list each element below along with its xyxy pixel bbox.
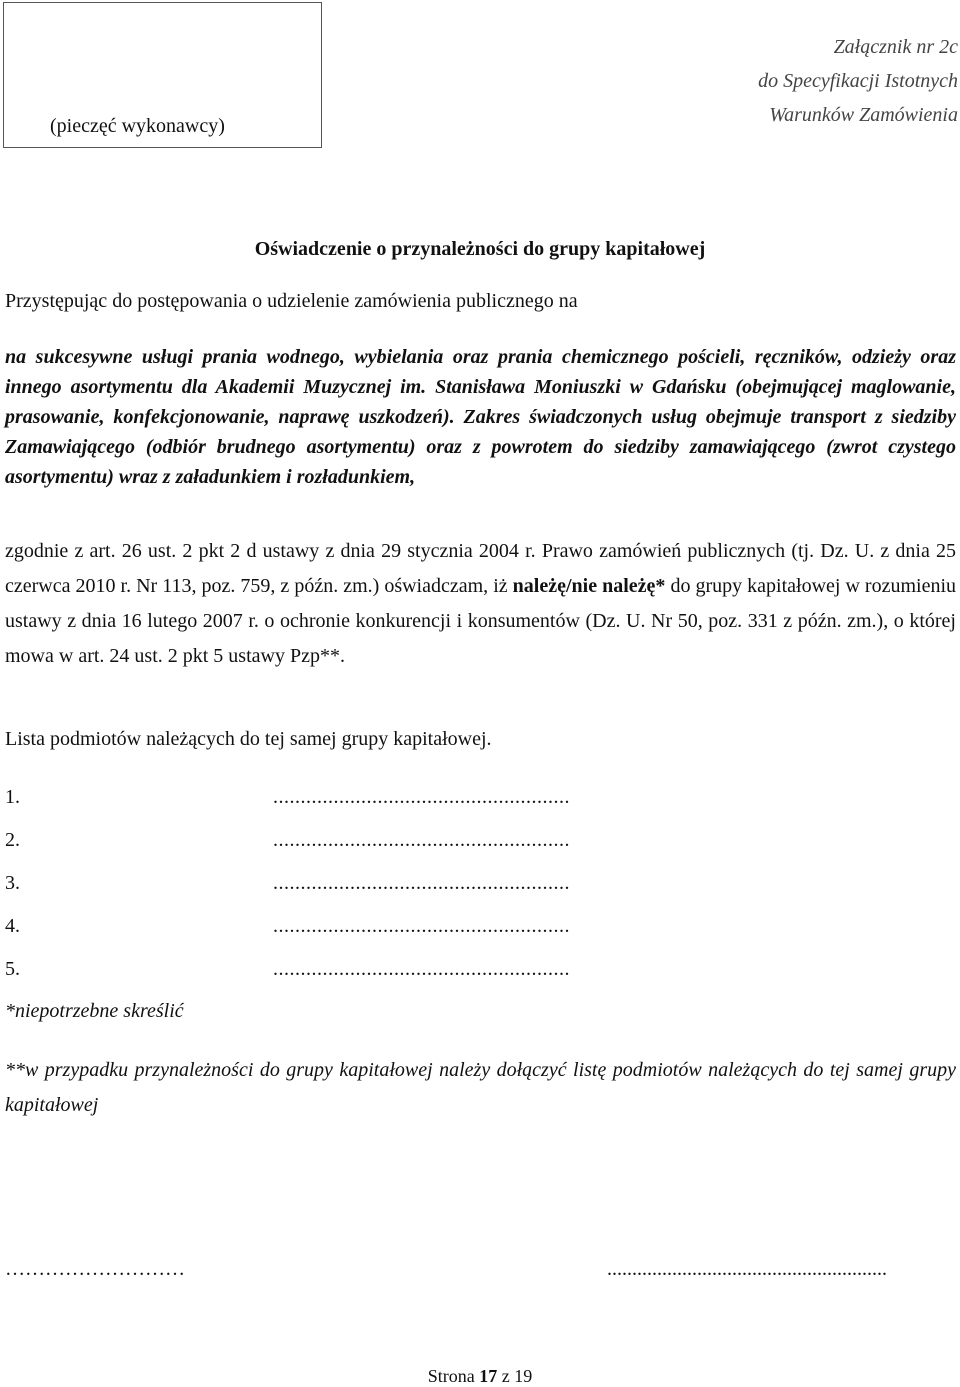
annex-line-3: Warunków Zamówienia xyxy=(769,104,958,126)
stamp-label: (pieczęć wykonawcy) xyxy=(50,115,225,137)
footer-total-pages: 19 xyxy=(514,1366,533,1386)
signature-line: ........................................................ xyxy=(607,1258,887,1280)
list-item-number: 3. xyxy=(5,872,20,894)
footnote-strike: *niepotrzebne skreślić xyxy=(5,1000,184,1022)
list-item-number: 4. xyxy=(5,915,20,937)
footer-page-number: 17 xyxy=(479,1366,498,1386)
procurement-subject: na sukcesywne usługi prania wodnego, wybielania oraz prania chemicznego pościeli, ręczników, odzieży oraz innego asortymentu dla Akademii Muzycznej im. Stanisława Moniuszki w Gdańsku (obejmującej maglowanie, prasowanie, konfekcjonowanie, naprawę uszkodzeń). Zakres świadczonych usług obejmuje transport z siedziby Zamawiającego (odbiór brudnego asortymentu) oraz z powrotem do siedziby zamawiającego (zwrot czystego asortymentu) wraz z załadunkiem i rozładunkiem, xyxy=(5,346,956,488)
footnote-group-list: **w przypadku przynależności do grupy kapitałowej należy dołączyć listę podmiotów należących do tej samej grupy kapitałowej xyxy=(5,1059,956,1116)
signature-place-date: ……………………… xyxy=(5,1258,185,1280)
list-item-dots: ...................................................... xyxy=(273,958,570,980)
list-item-number: 2. xyxy=(5,829,20,851)
declaration-paragraph xyxy=(5,534,956,674)
list-item-number: 1. xyxy=(5,786,20,808)
list-title: Lista podmiotów należących do tej samej grupy kapitałowej. xyxy=(5,728,492,750)
list-item-dots: ...................................................... xyxy=(273,786,570,808)
list-item-dots: ...................................................... xyxy=(273,915,570,937)
annex-line-2: do Specyfikacji Istotnych xyxy=(758,70,958,92)
list-item-dots: ...................................................... xyxy=(273,829,570,851)
footer-middle: z xyxy=(501,1366,510,1386)
declaration-part-2: do grupy kapitałowej w rozumieniu ustawy z dnia 16 lutego 2007 r. o ochronie konkurencji i konsumentów (Dz. U. Nr 50, poz. 331 z późn. zm.), o której mowa w art. 24 ust. 2 pkt 5 ustawy Pzp**. xyxy=(5,575,957,667)
annex-line-1: Załącznik nr 2c xyxy=(833,36,958,58)
list-item-dots: ...................................................... xyxy=(273,872,570,894)
declaration-choice: należę/nie należę* xyxy=(512,575,666,597)
page-footer xyxy=(0,1366,960,1387)
intro-text: Przystępując do postępowania o udzielenie zamówienia publicznego na xyxy=(5,290,578,312)
document-title: Oświadczenie o przynależności do grupy kapitałowej xyxy=(254,238,706,260)
footer-prefix: Strona xyxy=(427,1366,475,1386)
list-item-number: 5. xyxy=(5,958,20,980)
annex-header xyxy=(758,30,958,132)
declaration-part-1: zgodnie z art. 26 ust. 2 pkt 2 d ustawy z dnia 29 stycznia 2004 r. Prawo zamówień publicznych (tj. Dz. U. z dnia 25 czerwca 2010 r. Nr 113, poz. 759, z późn. zm.) oświadczam, iż xyxy=(5,540,956,597)
